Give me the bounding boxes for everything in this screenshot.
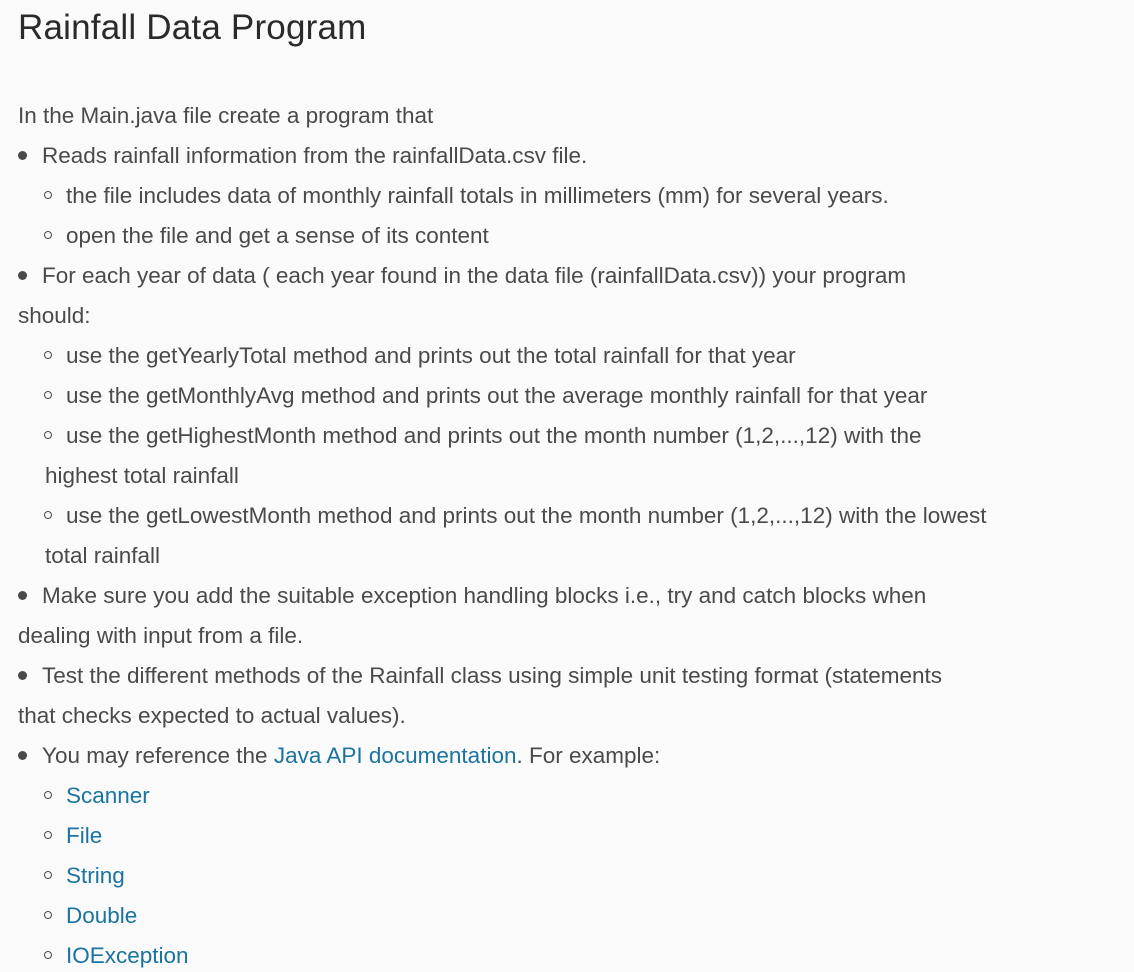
circle-bullet-icon: [44, 911, 52, 919]
circle-bullet-icon: [44, 431, 52, 439]
list-item: For each year of data ( each year found in the data file (rainfallData.csv)) your program: [18, 256, 1134, 296]
circle-bullet-icon: [44, 511, 52, 519]
sub-list-item: use the getYearlyTotal method and prints out the total rainfall for that year: [18, 336, 1134, 376]
sub-list-item: use the getMonthlyAvg method and prints out the average monthly rainfall for that year: [18, 376, 1134, 416]
list-item-continuation: dealing with input from a file.: [18, 623, 304, 648]
sub-list-item: [18, 856, 1134, 896]
page-title: Rainfall Data Program: [18, 8, 367, 47]
sub-list-item: [18, 896, 1134, 936]
sub-list-item: use the getLowestMonth method and prints out the month number (1,2,...,12) with the lowest: [18, 496, 1134, 536]
bullet-icon: [18, 751, 27, 760]
instructions: [18, 96, 1134, 972]
circle-bullet-icon: [44, 391, 52, 399]
sub-list-item: open the file and get a sense of its content: [18, 216, 1134, 256]
sub-list-item-continuation: total rainfall: [45, 543, 161, 568]
circle-bullet-icon: [44, 871, 52, 879]
list-item: Make sure you add the suitable exception handling blocks i.e., try and catch blocks when: [18, 576, 1134, 616]
circle-bullet-icon: [44, 951, 52, 959]
file-link[interactable]: File: [66, 823, 103, 848]
circle-bullet-icon: [44, 231, 52, 239]
sub-list-item: [18, 936, 1134, 972]
scanner-link[interactable]: Scanner: [66, 783, 150, 808]
java-api-docs-link[interactable]: Java API documentation: [273, 743, 517, 768]
bullet-icon: [18, 591, 27, 600]
ioexception-link[interactable]: IOException: [66, 943, 189, 968]
circle-bullet-icon: [44, 831, 52, 839]
sub-list-item: the file includes data of monthly rainfall totals in millimeters (mm) for several years.: [18, 176, 1134, 216]
list-item: Test the different methods of the Rainfall class using simple unit testing format (statements: [18, 656, 1134, 696]
bullet-icon: [18, 151, 27, 160]
circle-bullet-icon: [44, 791, 52, 799]
bullet-icon: [18, 671, 27, 680]
list-item-continuation: that checks expected to actual values).: [18, 703, 406, 728]
sub-list-item: [18, 776, 1134, 816]
list-item: You may reference the Java API documentation. For example:: [18, 736, 1134, 776]
list-item: Reads rainfall information from the rainfallData.csv file.: [18, 136, 1134, 176]
bullet-icon: [18, 271, 27, 280]
double-link[interactable]: Double: [66, 903, 138, 928]
list-item-continuation: should:: [18, 303, 91, 328]
circle-bullet-icon: [44, 351, 52, 359]
sub-list-item: use the getHighestMonth method and prints out the month number (1,2,...,12) with the: [18, 416, 1134, 456]
circle-bullet-icon: [44, 191, 52, 199]
sub-list-item-continuation: highest total rainfall: [45, 463, 239, 488]
sub-list-item: [18, 816, 1134, 856]
string-link[interactable]: String: [66, 863, 125, 888]
intro-text: In the Main.java file create a program that: [18, 103, 434, 128]
